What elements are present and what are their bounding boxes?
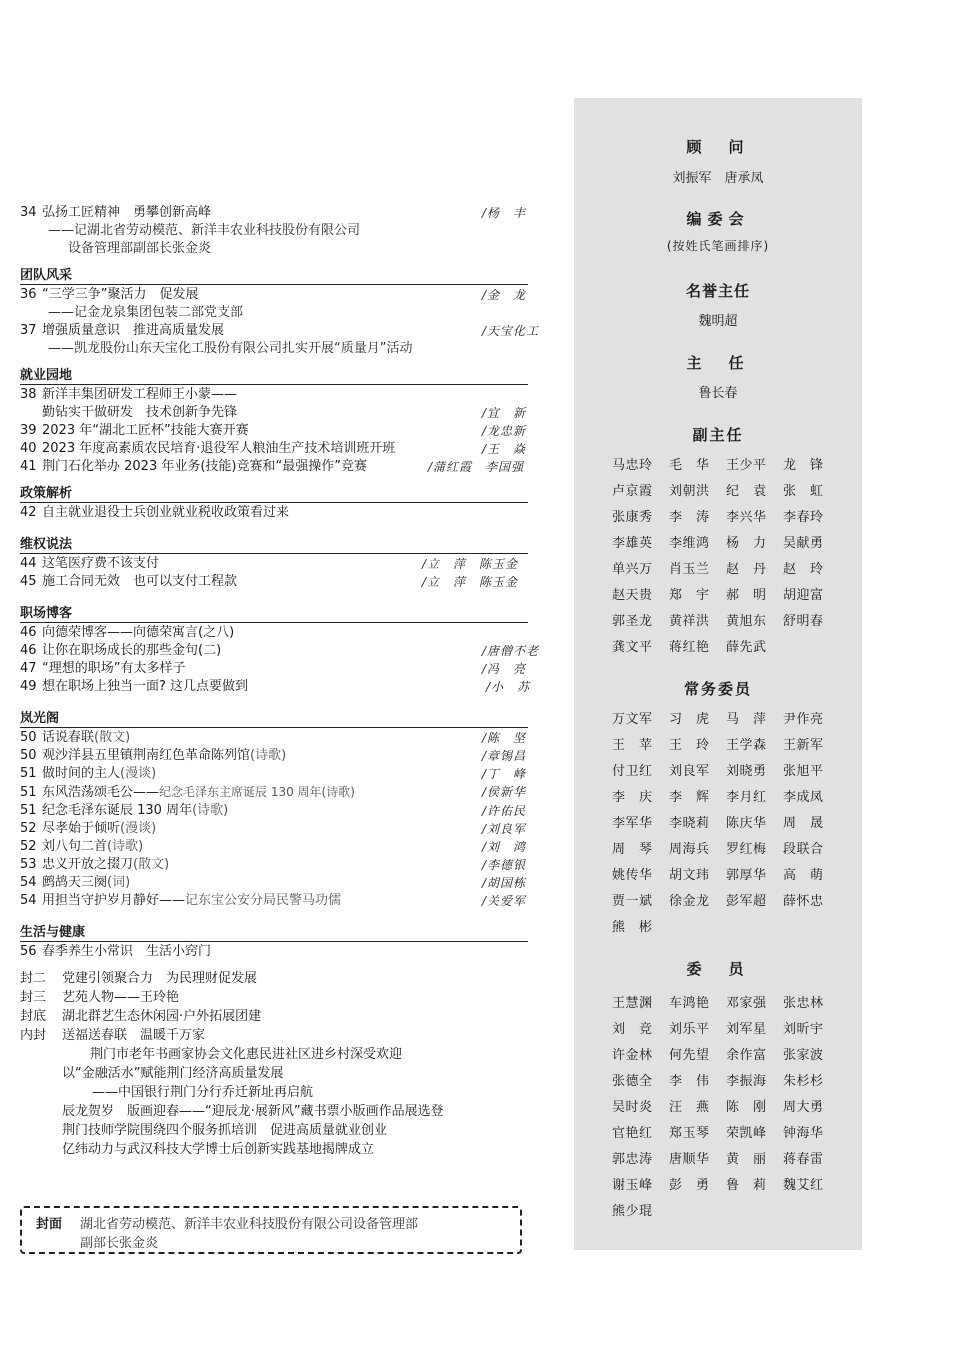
name-row [612,636,862,662]
toc-entry[interactable] [20,838,540,856]
person-name: 郭圣龙 [612,614,653,629]
person-name: 王 玲 [669,738,710,753]
person-name: 马忠玲 [612,458,653,473]
article-author: /侯新华 [482,785,527,799]
toc-entry[interactable] [20,624,540,642]
cover-label: 封底 [20,1009,47,1024]
person-name: 刘乐平 [669,1022,710,1037]
person-name: 付卫红 [612,764,653,779]
standing-committee-grid [612,708,862,942]
article-title: 观沙洋县五里镇荆南红色革命陈列馆 [42,748,251,763]
person-name: 李 庆 [612,790,653,805]
article-title: 施工合同无效 也可以支付工程款 [42,574,238,589]
toc-entry[interactable] [20,969,540,988]
person-name: 李维鸿 [669,536,710,551]
section-title: 岚光阁 [20,711,60,726]
name-row [612,992,862,1018]
article-title: 想在职场上独当一面? 这几点要做到 [42,679,249,694]
person-name: 马 萍 [726,712,767,727]
toc-entry[interactable] [20,440,540,458]
toc-entry[interactable] [20,802,540,820]
person-name: 张旭平 [783,764,824,779]
person-name: 郭忠涛 [612,1152,653,1167]
person-name: 彭军超 [726,894,767,909]
person-name: 周 琴 [612,842,653,857]
article-title: 增强质量意识 推进高质量发展 [42,323,225,338]
section-divider [20,502,528,503]
toc-entry[interactable] [20,874,540,892]
article-title: 让你在职场成长的那些金句(二) [42,643,222,658]
section-team [20,267,540,358]
page-number: 52 [20,821,37,836]
article-subtitle: 设备管理部副部长张金炎 [68,241,212,256]
toc-entry[interactable] [20,386,540,404]
name-row [612,734,862,760]
article-title: 2023 年“湖北工匠杯”技能大赛开赛 [42,423,249,438]
person-name: 钟海华 [783,1126,824,1141]
section-title: 团队风采 [20,268,73,283]
person-name: 郭厚华 [726,868,767,883]
page-number: 46 [20,643,37,658]
article-author: /刘 鸿 [482,840,527,854]
director-name: 鲁长春 [698,386,738,401]
person-name: 郑 宇 [669,588,710,603]
members-title: 委 员 [686,960,750,978]
person-name: 王慧渊 [612,996,653,1011]
name-row [612,864,862,890]
person-name: 郝 明 [726,588,767,603]
article-title: 送福送春联 温暖千万家 [62,1028,206,1043]
page-number: 51 [20,803,37,818]
person-name: 张德全 [612,1074,653,1089]
person-name: 李成凤 [783,790,824,805]
person-name: 李 涛 [669,510,710,525]
section-rights [20,536,540,591]
person-name: 龚文平 [612,640,653,655]
person-name: 熊少琨 [612,1204,653,1219]
person-name: 刘良军 [669,764,710,779]
toc-entry[interactable] [20,856,540,874]
person-name: 杨 力 [726,536,767,551]
person-name: 段联合 [783,842,824,857]
article-author: /天宝化工 [482,324,540,338]
section-divider [20,284,528,285]
article-genre: 纪念毛泽东主席诞辰 130 周年(诗歌) [159,785,355,799]
person-name: 肖玉兰 [669,562,710,577]
article-title: 鹧鸪天三阕 [42,875,108,890]
section-policy [20,485,540,522]
article-subtitle: 勤钻实干做研发 技术创新争先锋 [42,405,238,420]
deputy-director-title: 副主任 [692,426,744,444]
name-row [612,480,862,506]
person-name: 李雄英 [612,536,653,551]
honorary-director-title: 名誉主任 [685,282,750,300]
person-name: 薛先武 [726,640,767,655]
article-subtitle: ——凯龙股份山东天宝化工股份有限公司扎实开展“质量月”活动 [48,341,413,356]
section-title: 职场博客 [20,606,73,621]
person-name: 朱杉杉 [783,1074,824,1089]
person-name: 邓家强 [726,996,767,1011]
person-name: 薛怀忠 [783,894,824,909]
name-row [612,610,862,636]
section-literature [20,710,540,910]
person-name: 尹作亮 [783,712,824,727]
person-name: 彭 勇 [669,1178,710,1193]
toc-entry[interactable] [20,747,540,765]
toc-entry-continued [20,404,540,422]
page-number: 38 [20,387,37,402]
article-author: /宜 新 [482,406,527,420]
article-genre: (诗歌) [250,748,287,763]
person-name: 汪 燕 [669,1100,710,1115]
article-genre: (漫谈) [120,821,157,836]
article-title: 做时间的主人 [42,766,121,781]
article-author: /唐僧不老 [482,644,540,658]
article-author: /金 龙 [482,288,527,302]
name-row [612,1070,862,1096]
person-name: 姚传华 [612,868,653,883]
person-name: 吴时炎 [612,1100,653,1115]
article-title[interactable]: 亿纬动力与武汉科技大学博士后创新实践基地揭牌成立 [62,1142,375,1157]
section-divider [20,622,528,623]
person-name: 胡文玮 [669,868,710,883]
person-name: 刘 竞 [612,1022,653,1037]
page-number: 46 [20,625,37,640]
section-divider [20,941,528,942]
cover-caption-box [20,1206,522,1254]
table-of-contents [20,204,540,1159]
toc-entry[interactable] [20,783,540,802]
toc-entry[interactable] [20,422,540,440]
person-name: 余作富 [726,1048,767,1063]
honorary-director-name: 魏明超 [698,314,738,329]
person-name: 赵 丹 [726,562,767,577]
article-title: 艺苑人物——王玲艳 [62,990,180,1005]
cover-label: 封三 [20,990,47,1005]
cover-label: 封面 [36,1217,63,1232]
article-genre: (散文) [133,857,170,872]
toc-entry[interactable] [20,204,540,222]
article-genre: (诗歌) [192,803,229,818]
article-title: 弘扬工匠精神 勇攀创新高峰 [42,205,212,220]
page-number: 51 [20,785,37,800]
article-subtitle: ——中国银行荆门分行乔迁新址再启航 [92,1085,314,1100]
name-row [612,1200,862,1226]
article-title[interactable]: 以“金融活水”赋能荆门经济高质量发展 [62,1066,284,1081]
adviser-names: 刘振军 唐承凤 [672,171,764,186]
page-number: 50 [20,748,37,763]
name-row [612,890,862,916]
article-title: “三学三争”聚活力 促发展 [42,287,199,302]
standing-committee-title: 常务委员 [683,680,752,698]
toc-entry[interactable] [20,286,540,304]
person-name: 李振海 [726,1074,767,1089]
toc-entry[interactable] [20,660,540,678]
article-author: /关爱军 [482,894,527,908]
article-title: 向德荣博客——向德荣寓言(之八) [42,625,235,640]
article-author: /立 萍 陈玉金 [422,557,519,571]
toc-entry[interactable] [20,322,540,340]
cover-pages-list [20,969,540,1159]
person-name: 吴献勇 [783,536,824,551]
person-name: 王学森 [726,738,767,753]
person-name: 高 萌 [783,868,824,883]
article-title: 新洋丰集团研发工程师王小蒙—— [42,387,238,402]
article-title: 话说春联 [42,730,95,745]
name-row [612,812,862,838]
deputy-director-grid [612,454,862,662]
person-name: 罗红梅 [726,842,767,857]
article-title: 2023 年度高素质农民培育·退役军人粮油生产技术培训班开班 [42,441,396,456]
name-row [612,532,862,558]
person-name: 蒋春雷 [783,1152,824,1167]
section-title: 维权说法 [20,537,73,552]
members-grid [612,992,862,1226]
committee-title: 编委会 [686,210,750,228]
toc-entry[interactable] [20,642,540,660]
article-author: /陈 坚 [482,731,527,745]
name-row [612,1096,862,1122]
person-name: 纪 袁 [726,484,767,499]
article-title: 纪念毛泽东诞辰 130 周年 [42,803,193,818]
toc-entry[interactable] [20,892,540,910]
page-number: 54 [20,893,37,908]
page-number: 51 [20,766,37,781]
person-name: 车鸿艳 [669,996,710,1011]
article-author: /杨 丰 [482,206,527,220]
person-name: 赵天贵 [612,588,653,603]
person-name: 黄旭东 [726,614,767,629]
article-author: /小 苏 [486,680,531,694]
page-number: 53 [20,857,37,872]
section-title: 就业园地 [20,368,73,383]
page-number: 36 [20,287,37,302]
page-number: 41 [20,459,37,474]
cover-caption: 湖北省劳动模范、新洋丰农业科技股份有限公司设备管理部 [80,1217,419,1232]
section-title: 政策解析 [20,486,73,501]
toc-entry[interactable] [20,988,540,1007]
person-name: 张忠林 [783,996,824,1011]
toc-entry[interactable] [20,729,540,747]
person-name: 万文军 [612,712,653,727]
page-number: 45 [20,574,37,589]
article-author: /许佑民 [482,804,527,818]
person-name: 李 伟 [669,1074,710,1089]
article-title: 东风浩荡颂毛公—— [42,785,160,800]
person-name: 陈 刚 [726,1100,767,1115]
article-title: 湖北群艺生态休闲园·户外拓展团建 [62,1009,262,1024]
article-author: /章锡昌 [482,749,527,763]
name-row [612,786,862,812]
person-name: 张康秀 [612,510,653,525]
person-name: 唐顺华 [669,1152,710,1167]
section-title: 生活与健康 [20,925,86,940]
article-author: /胡国栋 [482,876,527,890]
person-name: 李春玲 [783,510,824,525]
article-genre: (漫谈) [120,766,157,781]
article-author: /王 焱 [482,442,527,456]
section-divider [20,384,528,385]
article-title: 荆门石化举办 2023 年业务(技能)竞赛和“最强操作”竞赛 [42,459,367,474]
section-divider [20,727,528,728]
article-author: /刘良军 [482,822,527,836]
article-title: 用担当守护岁月静好—— [42,893,186,908]
person-name: 李兴华 [726,510,767,525]
masthead-panel [574,98,862,1250]
page-number: 50 [20,730,37,745]
name-row [612,760,862,786]
person-name: 王少平 [726,458,767,473]
toc-entry[interactable] [20,555,540,573]
toc-entry[interactable] [20,504,540,522]
person-name: 刘军星 [726,1022,767,1037]
article-subtitle: ——记金龙泉集团包装二部党支部 [48,305,244,320]
name-row [612,1174,862,1200]
article-author: /龙忠新 [482,424,527,438]
name-row [612,708,862,734]
committee-note: (按姓氏笔画排序) [666,239,770,253]
adviser-title: 顾 问 [686,138,750,156]
name-row [612,454,862,480]
article-author: /李德银 [482,858,527,872]
article-author: /冯 亮 [482,662,527,676]
person-name: 张家波 [783,1048,824,1063]
page-number: 42 [20,505,37,520]
toc-entry[interactable] [20,943,540,961]
person-name: 单兴万 [612,562,653,577]
person-name: 何先望 [669,1048,710,1063]
person-name: 李晓莉 [669,816,710,831]
cover-label: 内封 [20,1028,47,1043]
page-number: 54 [20,875,37,890]
person-name: 魏艾红 [783,1178,824,1193]
article-genre: (词) [107,875,131,890]
toc-entry[interactable] [20,573,540,591]
page-number: 52 [20,839,37,854]
section-blog [20,605,540,696]
page-number: 39 [20,423,37,438]
page-number: 34 [20,205,37,220]
toc-entry[interactable] [20,1026,540,1045]
person-name: 蒋红艳 [669,640,710,655]
article-author: /丁 峰 [482,767,527,781]
person-name: 黄 丽 [726,1152,767,1167]
page-number: 47 [20,661,37,676]
person-name: 王新军 [783,738,824,753]
toc-entry[interactable] [20,458,540,476]
name-row [612,916,862,942]
person-name: 卢京霞 [612,484,653,499]
article-title[interactable]: 荆门技师学院围绕四个服务抓培训 促进高质量就业创业 [62,1123,388,1138]
article-title: 尽孝始于倾听 [42,821,121,836]
toc-entry[interactable] [20,765,540,783]
person-name: 徐金龙 [669,894,710,909]
page-number: 49 [20,679,37,694]
cover-label: 封二 [20,971,47,986]
person-name: 鲁 莉 [726,1178,767,1193]
name-row [612,1018,862,1044]
person-name: 刘晓勇 [726,764,767,779]
article-title: 刘八句二首 [42,839,108,854]
article-author: /蒲红霞 李国强 [428,460,525,474]
person-name: 许金林 [612,1048,653,1063]
article-title: 自主就业退役士兵创业就业税收政策看过来 [42,505,290,520]
person-name: 张 虹 [783,484,824,499]
cover-caption: 副部长张金炎 [80,1236,159,1251]
person-name: 陈庆华 [726,816,767,831]
section-health [20,924,540,961]
toc-entry[interactable] [20,1007,540,1026]
person-name: 舒明春 [783,614,824,629]
toc-entry[interactable] [20,678,540,696]
person-name: 贾一斌 [612,894,653,909]
person-name: 李月红 [726,790,767,805]
article-subtitle: ——记湖北省劳动模范、新洋丰农业科技股份有限公司 [48,223,361,238]
article-title: 春季养生小常识 生活小窍门 [42,944,212,959]
person-name: 荣凯峰 [726,1126,767,1141]
person-name: 熊 彬 [612,920,653,935]
article-title: “理想的职场”有太多样子 [42,661,186,676]
name-row [612,838,862,864]
person-name: 龙 锋 [783,458,824,473]
name-row [612,584,862,610]
article-genre: 记东宝公安分局民警马功儒 [185,893,342,908]
person-name: 周 晟 [783,816,824,831]
article-title: 这笔医疗费不该支付 [42,556,160,571]
article-title: 忠义开放之掇刀 [42,857,134,872]
person-name: 李 辉 [669,790,710,805]
name-row [612,1044,862,1070]
name-row [612,506,862,532]
person-name: 黄祥洪 [669,614,710,629]
page-number: 44 [20,556,37,571]
person-name: 郑玉琴 [669,1126,710,1141]
article-genre: (诗歌) [107,839,144,854]
article-title[interactable]: 荆门市老年书画家协会文化惠民进社区进乡村深受欢迎 [90,1047,403,1062]
person-name: 毛 华 [669,458,710,473]
person-name: 谢玉峰 [612,1178,653,1193]
article-title[interactable]: 辰龙贺岁 版画迎春——“迎辰龙·展新风”藏书票小版画作品展选登 [62,1104,444,1119]
person-name: 周大勇 [783,1100,824,1115]
name-row [612,1122,862,1148]
name-row [612,558,862,584]
article-genre: (散文) [94,730,131,745]
person-name: 刘昕宇 [783,1022,824,1037]
section-employment [20,367,540,476]
section-divider [20,553,528,554]
person-name: 习 虎 [669,712,710,727]
person-name: 周海兵 [669,842,710,857]
person-name: 刘朝洪 [669,484,710,499]
article-title: 党建引领聚合力 为民理财促发展 [62,971,258,986]
page-number: 56 [20,944,37,959]
name-row [612,1148,862,1174]
article-author: /立 萍 陈玉金 [422,575,519,589]
person-name: 王 苹 [612,738,653,753]
person-name: 官艳红 [612,1126,653,1141]
page-number: 40 [20,441,37,456]
person-name: 赵 玲 [783,562,824,577]
toc-entry[interactable] [20,820,540,838]
page-number: 37 [20,323,37,338]
director-title: 主 任 [686,354,750,372]
person-name: 胡迎富 [783,588,824,603]
person-name: 李军华 [612,816,653,831]
